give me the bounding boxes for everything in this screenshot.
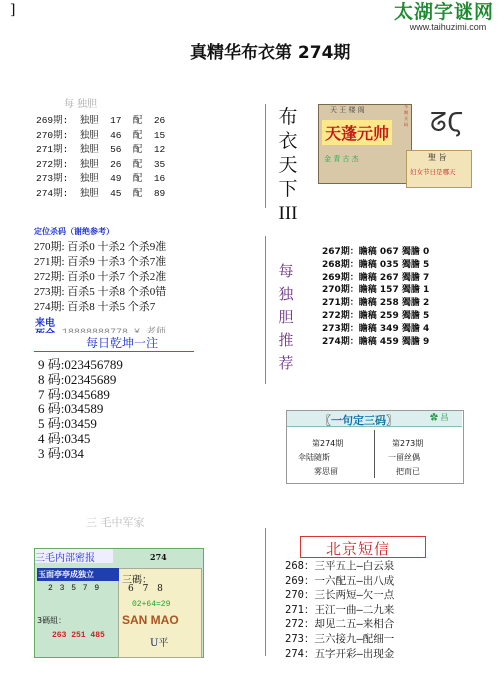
list-item: 271期: 百杀9 十杀3 个杀7准 (34, 256, 167, 268)
list-item: 4 码:0345 (38, 431, 91, 446)
sanmao-formula: 02+64=29 (132, 600, 171, 609)
list-item: 269期：瞻稿 267 獨膽 7 (322, 272, 430, 283)
list-item: 270期: 独胆 46 配 15 (36, 129, 166, 141)
list-item: 271期：瞻稿 258 獨膽 2 (322, 298, 430, 309)
title-prefix: 〖 (320, 414, 331, 427)
list-item: 273：三六接九—配细一 (285, 633, 395, 645)
sanmao-issue: 274 (150, 552, 167, 562)
one-sentence-title (320, 412, 397, 428)
list-item: 274：五字开彩—出现金 (285, 647, 395, 660)
sanmao-sanma-label: 三碼： (122, 575, 152, 586)
list-item: 273期：瞻稿 349 獨膽 4 (322, 323, 430, 334)
list-item: 270：三长两短—欠一点 (285, 589, 395, 602)
recommend-vertical-label: 每独胆推荐 (278, 262, 294, 372)
title-suffix: 〗 (386, 414, 397, 427)
sanmao-numbers: 2 3 5 7 9 (48, 584, 101, 593)
beijing-title: 北京短信 (326, 540, 391, 558)
list-item: 3 码:034 (38, 445, 84, 461)
sanmao-header: 三毛内部密报 (35, 549, 113, 563)
list-item: 5 码:03459 (38, 416, 97, 432)
divider-right2 (265, 236, 266, 384)
call-label: 来电 (35, 318, 55, 329)
col2-line2: 把而已 (396, 467, 420, 476)
tianpeng-subtext: 金 青 古 杰 (324, 155, 359, 163)
list-item: 268期：瞻稿 035 獨膽 5 (322, 259, 430, 270)
col2-line1: 一留丝偶 (388, 453, 420, 462)
title-main: 一句定三码 (331, 414, 386, 427)
list-item: 6 码:034589 (38, 401, 104, 417)
sanmao-logo: SAN MAO (122, 613, 179, 627)
col1-line2: 雾思留 (314, 467, 338, 476)
list-item: 272期: 百杀0 十杀7 个杀2准 (34, 271, 167, 283)
list-item: 274期: 独胆 45 配 89 (36, 187, 166, 199)
tianpeng-title: 天蓬元帅 (322, 120, 392, 145)
list-item: 267期：瞻稿 067 獨膽 0 (322, 247, 430, 257)
list-item: 272：却见二五—来相合 (285, 618, 395, 631)
list-item: 274期: 百杀8 十杀5 个杀7 (34, 301, 156, 313)
edict-subtext: 妇女节日是哪天 (410, 168, 456, 176)
list-item: 272期: 独胆 26 配 35 (36, 158, 166, 170)
list-item: 8 码:02345689 (38, 371, 117, 387)
sanmao-u-text: U平 (150, 638, 169, 649)
sanmao-3code-values: 263 251 485 (52, 631, 105, 640)
col1-issue: 第274期 (312, 439, 344, 448)
list-item: 269：一六配五—出八成 (285, 574, 395, 587)
page-title: 真精华布衣第 274期 (190, 43, 351, 63)
vertical-title: 布衣天下III (278, 107, 298, 224)
edict-title: 聖 旨 (428, 153, 447, 162)
title-stamp (316, 36, 330, 66)
sanmao-subtitle: 玉面亭亭成独立 (37, 568, 119, 581)
list-item: 270期：瞻稿 157 獨膽 1 (322, 285, 430, 296)
logo-text: 太湖字谜网 (394, 1, 495, 23)
list-item: 272期：瞻稿 259 獨膽 5 (322, 311, 430, 321)
swirl-icon: ᘔϚ (430, 108, 464, 138)
tianpeng-side-text: 今期买码 (404, 104, 408, 127)
col1-line1: 伞陆随斯 (298, 453, 330, 462)
list-item: 271：王江一曲—二九来 (285, 603, 395, 616)
one-sentence-divider (374, 430, 375, 478)
site-logo[interactable] (394, 2, 502, 32)
tianpeng-top-text: 天 王 楼 阁 (330, 106, 365, 114)
section1-faded-header: 每 独胆 (64, 99, 98, 110)
list-item: 273期: 百杀5 十杀8 个杀0错 (34, 286, 167, 298)
list-item: 269期: 独胆 17 配 26 (36, 115, 166, 126)
list-item: 271期: 独胆 56 配 12 (36, 144, 166, 155)
list-item: 268：三平五上—白云泉 (285, 560, 395, 572)
corner-mark: ] (10, 2, 16, 18)
list-item: 273期: 独胆 49 配 16 (36, 173, 166, 184)
col2-issue: 第273期 (392, 439, 424, 448)
section2-header: 定位杀码（谢绝参考） (34, 227, 114, 236)
list-item: 9 码:023456789 (38, 357, 123, 372)
list-item: 7 码:0345689 (38, 386, 110, 402)
daily-title: 每日乾坤一注 (86, 336, 159, 350)
sanmao-sanma-values: 6 7 8 (128, 584, 166, 594)
list-item: 270期: 百杀0 十杀2 个杀9准 (34, 241, 167, 253)
list-item: 274期：瞻稿 459 獨膽 9 (322, 336, 430, 347)
section4-faded-title: 三 毛中军家 (86, 516, 145, 529)
sanmao-3code-label: 3碼組： (37, 616, 67, 625)
logo-url: www.taihuzimi.com (409, 22, 487, 32)
divider-right1 (265, 104, 266, 208)
one-sentence-logo: ✿ 昌 (430, 413, 449, 422)
divider-right4 (265, 528, 266, 656)
